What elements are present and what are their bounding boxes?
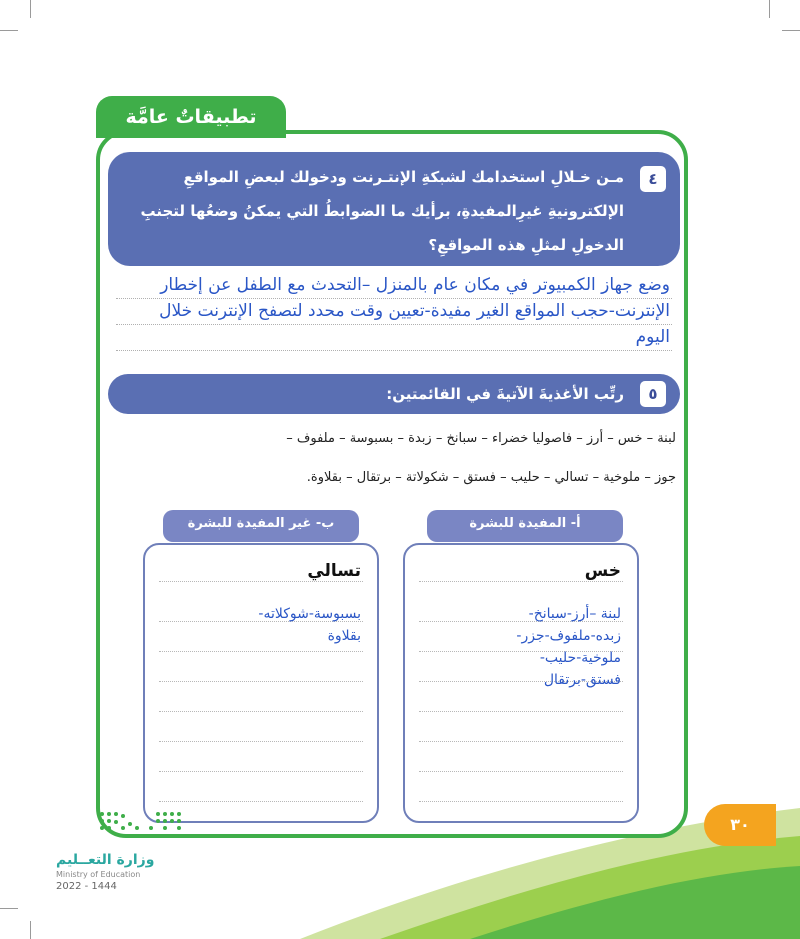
column-b-title: ب- غير المفيدة للبشرة	[163, 510, 359, 542]
column-a-first-item: خس	[584, 561, 621, 581]
column-a-answer: لبنة –أرز-سبانخ- زبده-ملفوف-جزر- ملوخية-حليب- فستق-برتقال	[516, 606, 621, 688]
column-b-first-item: تسالي	[307, 561, 361, 581]
dotted-line	[159, 741, 363, 743]
question-5-banner	[108, 374, 680, 414]
dotted-line	[159, 801, 363, 803]
question-5-number: ٥	[640, 381, 666, 407]
dotted-line	[159, 651, 363, 653]
question-5-text: رتِّب الأغذيةَ الآتيةَ في القائمتين:	[386, 385, 624, 403]
column-b-box	[143, 543, 379, 823]
question-4-text: مـن خـلالِ استخدامك لشبكةِ الإنتـرنت ودخولك لبعضِ المواقعِ الإلكترونيةِ غيرِالمفيدةِ، برأيك ما الضوابطُ التي يمكنُ وضعُها لتجنبِ الدخولِ لمثلِ هذه المواقعِ؟	[140, 168, 624, 254]
dotted-line	[419, 711, 623, 713]
dotted-line	[419, 581, 623, 583]
question-4-number: ٤	[640, 166, 666, 192]
dotted-line	[419, 801, 623, 803]
edition-year: 2022 - 1444	[56, 881, 117, 892]
section-title: تطبيقاتٌ عامَّة	[96, 96, 286, 138]
column-a-box	[403, 543, 639, 823]
dotted-line	[419, 771, 623, 773]
foods-list-line-2: جوز – ملوخية – تسالي – حليب – فستق – شكولاتة – برتقال – بقلاوة.	[306, 470, 676, 485]
question-4-answer: وضع جهاز الكمبيوتر في مكان عام بالمنزل –التحدث مع الطفل عن إخطار الإنترنت-حجب المواقع الغير مفيدة-تعيين وقت محدد لتصفح الإنترنت خلال اليوم	[159, 275, 670, 347]
ministry-name-en: Ministry of Education	[56, 870, 141, 879]
foods-list-line-1: لبنة – خس – أرز – فاصوليا خضراء – سبانخ – زبدة – بسبوسة – ملفوف –	[286, 431, 676, 446]
page-number: ٣٠	[704, 804, 776, 846]
question-4-banner	[108, 152, 680, 266]
dotted-line	[159, 581, 363, 583]
dotted-line	[419, 741, 623, 743]
column-b-answer: بسبوسة-شوكلاته- بقلاوة	[258, 606, 361, 644]
dotted-line	[159, 711, 363, 713]
ministry-name-ar: وزارة التعــليم	[56, 852, 155, 868]
column-a-title: أ- المفيدة للبشرة	[427, 510, 623, 542]
dotted-line	[159, 681, 363, 683]
dots-decoration	[96, 808, 188, 836]
ministry-logo	[56, 852, 154, 892]
dotted-line	[159, 771, 363, 773]
